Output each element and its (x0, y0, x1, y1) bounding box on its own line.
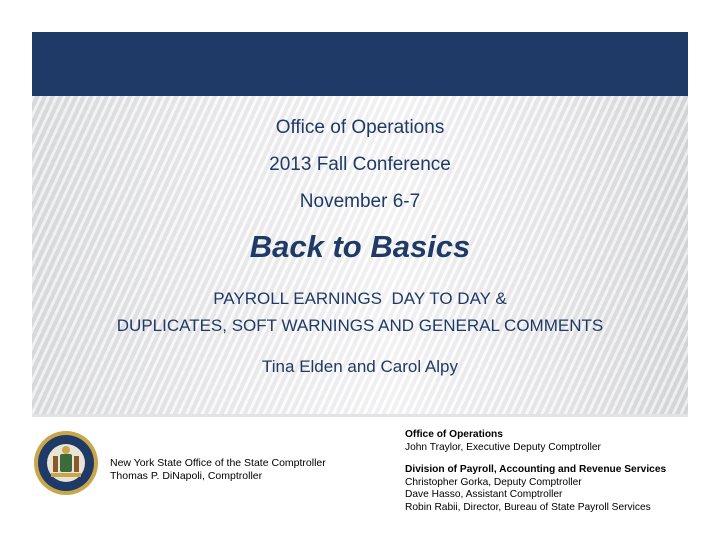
presentation-title: Back to Basics (249, 229, 471, 264)
title-area (32, 96, 688, 417)
date-line: November 6-7 (299, 191, 421, 212)
nys-comptroller-seal-icon (33, 430, 99, 496)
contacts-block (405, 429, 705, 514)
contact-group-heading: Office of Operations (405, 429, 503, 440)
contact-line: Christopher Gorka, Deputy Comptroller (405, 476, 582, 488)
subtitle-line-2: DUPLICATES, SOFT WARNINGS AND GENERAL COMMENTS (116, 316, 604, 335)
contact-line: Robin Rabii, Director, Bureau of State Payroll Services (405, 501, 651, 513)
subtitle-line-1: PAYROLL EARNINGS DAY TO DAY & (213, 289, 507, 308)
agency-name: New York State Office of the State Comptroller (110, 457, 326, 469)
conference-line: 2013 Fall Conference (269, 154, 451, 175)
agency-block (110, 457, 326, 483)
contact-line: Dave Hasso, Assistant Comptroller (405, 489, 563, 500)
presenters: Tina Elden and Carol Alpy (262, 357, 458, 376)
contact-group-heading: Division of Payroll, Accounting and Revenue Services (405, 464, 667, 475)
top-banner (32, 32, 688, 96)
office-line: Office of Operations (275, 117, 445, 138)
contact-line: John Traylor, Executive Deputy Comptroller (405, 441, 601, 453)
comptroller-name: Thomas P. DiNapoli, Comptroller (110, 470, 263, 482)
